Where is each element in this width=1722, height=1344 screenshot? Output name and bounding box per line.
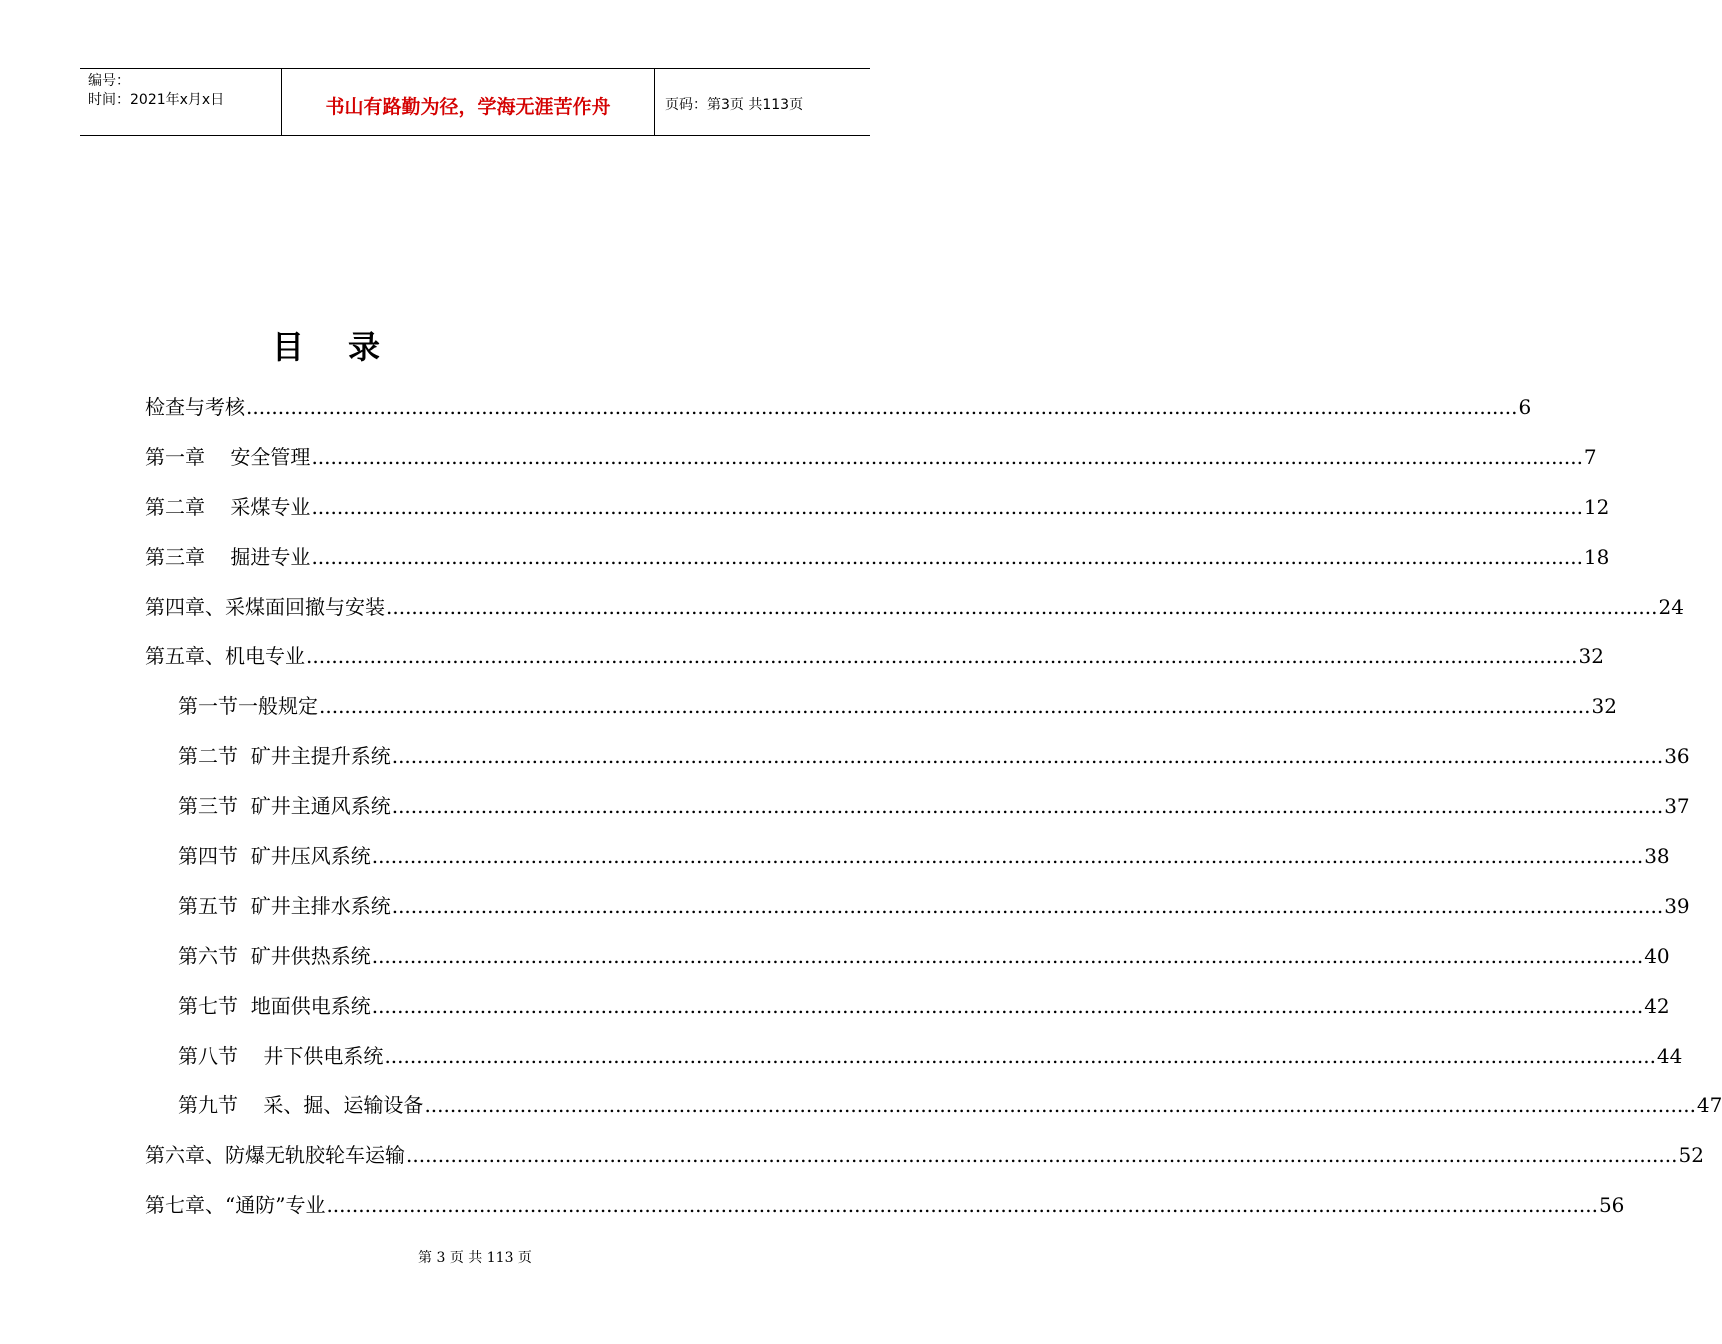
toc-leader-dots: ........................................................................................................................................................................................................ [246, 395, 1518, 419]
toc-entry-page: 56 [1598, 1193, 1625, 1218]
header-meta-cell [80, 69, 282, 135]
toc-entry[interactable] [145, 1090, 1722, 1140]
toc-entry-label: 第八节 井下供电系统 [178, 1043, 384, 1068]
toc-entry-page: 36 [1664, 744, 1690, 769]
toc-entry-label: 第四节 矿井压风系统 [178, 844, 371, 869]
page-header [80, 68, 870, 136]
toc-entry[interactable] [145, 791, 1690, 841]
toc-entry-page: 6 [1518, 395, 1532, 419]
toc-leader-dots: ........................................................................................................................................................................................................ [306, 644, 1578, 669]
header-code-label: 编号： [88, 73, 130, 89]
toc-entry-page: 47 [1696, 1093, 1722, 1118]
toc-entry-label: 第六节 矿井供热系统 [178, 943, 371, 968]
toc-entry-label: 第二章 采煤专业 [145, 494, 311, 519]
toc-entry-label: 第三节 矿井主通风系统 [178, 794, 391, 819]
toc-leader-dots: ........................................................................................................................................................................................................ [406, 1143, 1678, 1168]
toc-entry[interactable] [145, 691, 1617, 741]
toc-entry-page: 24 [1658, 594, 1684, 619]
toc-list [145, 392, 1722, 1240]
header-page-info: 页码：第3页 共113页 [665, 97, 804, 113]
toc-entry-label: 第三章 掘进专业 [145, 544, 311, 569]
toc-entry-page: 42 [1644, 993, 1670, 1018]
toc-leader-dots: ........................................................................................................................................................................................................ [386, 594, 1658, 619]
toc-entry-page: 44 [1656, 1043, 1683, 1068]
toc-entry-label: 第二节 矿井主提升系统 [178, 744, 391, 769]
toc-entry-label: 第一章 安全管理 [145, 444, 311, 469]
toc-entry[interactable] [145, 1041, 1683, 1091]
toc-entry[interactable] [145, 392, 1532, 442]
toc-entry-label: 第五章、机电专业 [145, 644, 305, 669]
toc-entry[interactable] [145, 442, 1597, 492]
toc-entry-page: 32 [1578, 644, 1604, 669]
toc-entry[interactable] [145, 841, 1670, 891]
toc-entry-label: 第五节 矿井主排水系统 [178, 893, 391, 918]
toc-entry-label: 检查与考核 [145, 395, 245, 419]
toc-entry[interactable] [145, 891, 1690, 941]
toc-entry[interactable] [145, 941, 1670, 991]
toc-leader-dots: ........................................................................................................................................................................................................ [371, 943, 1644, 968]
toc-leader-dots: ........................................................................................................................................................................................................ [424, 1093, 1696, 1118]
toc-leader-dots: ........................................................................................................................................................................................................ [371, 844, 1644, 869]
toc-entry[interactable] [145, 1190, 1625, 1240]
toc-entry-page: 52 [1678, 1143, 1704, 1168]
toc-entry[interactable] [145, 741, 1690, 791]
toc-entry-page: 12 [1583, 494, 1610, 519]
toc-leader-dots: ........................................................................................................................................................................................................ [391, 744, 1664, 769]
toc-entry[interactable] [145, 1140, 1704, 1190]
toc-leader-dots: ........................................................................................................................................................................................................ [384, 1043, 1656, 1068]
toc-entry-label: 第四章、采煤面回撤与安装 [145, 594, 385, 619]
toc-entry-page: 40 [1644, 943, 1670, 968]
toc-entry-page: 7 [1583, 444, 1597, 469]
header-motto-cell [282, 69, 655, 135]
page-footer: 第 3 页 共 113 页 [418, 1250, 532, 1266]
toc-entry-label: 第六章、防爆无轨胶轮车运输 [145, 1143, 405, 1168]
toc-leader-dots: ........................................................................................................................................................................................................ [311, 444, 1583, 469]
toc-entry[interactable] [145, 592, 1684, 642]
toc-title: 目录 [272, 328, 425, 366]
toc-entry-label: 第一节一般规定 [178, 694, 318, 719]
toc-entry[interactable] [145, 991, 1670, 1041]
toc-leader-dots: ........................................................................................................................................................................................................ [311, 494, 1583, 519]
toc-entry[interactable] [145, 641, 1604, 691]
toc-leader-dots: ........................................................................................................................................................................................................ [371, 993, 1644, 1018]
toc-entry-page: 38 [1644, 844, 1670, 869]
toc-entry-label: 第七章、“通防”专业 [145, 1193, 326, 1218]
toc-entry-label: 第七节 地面供电系统 [178, 993, 371, 1018]
toc-leader-dots: ........................................................................................................................................................................................................ [326, 1193, 1598, 1218]
toc-entry-page: 37 [1664, 794, 1690, 819]
toc-entry-page: 18 [1583, 544, 1610, 569]
header-page-cell [655, 69, 870, 135]
toc-entry[interactable] [145, 492, 1610, 542]
toc-entry-label: 第九节 采、掘、运输设备 [178, 1093, 424, 1118]
toc-entry-page: 39 [1664, 893, 1690, 918]
header-motto: 书山有路勤为径，学海无涯苦作舟 [325, 96, 611, 118]
toc-leader-dots: ........................................................................................................................................................................................................ [319, 694, 1591, 719]
toc-leader-dots: ........................................................................................................................................................................................................ [311, 544, 1583, 569]
toc-entry[interactable] [145, 542, 1610, 592]
header-time-label: 时间：2021年x月x日 [88, 92, 225, 108]
toc-entry-page: 32 [1591, 694, 1617, 719]
toc-leader-dots: ........................................................................................................................................................................................................ [391, 893, 1664, 918]
toc-leader-dots: ........................................................................................................................................................................................................ [391, 794, 1664, 819]
